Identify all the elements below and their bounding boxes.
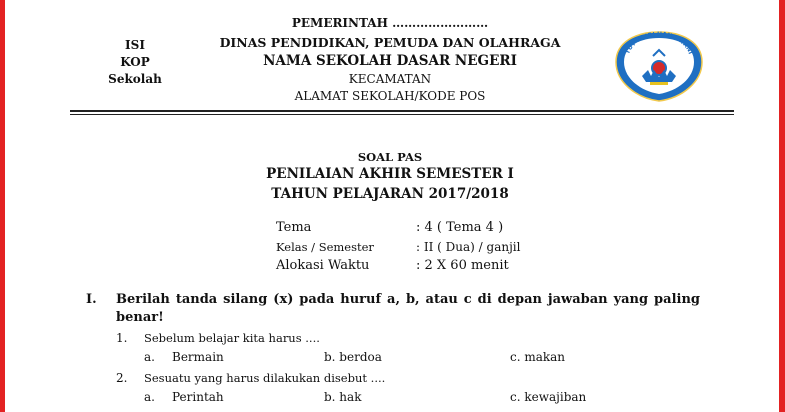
option-a-letter: a. xyxy=(144,350,155,364)
info-value-kelas: : II ( Dua) / ganjil xyxy=(416,240,521,254)
letterhead-rule-thick xyxy=(70,110,734,112)
info-value-tema: : 4 ( Tema 4 ) xyxy=(416,220,504,235)
option-a-text: Perintah xyxy=(172,390,224,404)
section-number: I. xyxy=(86,292,97,307)
page-frame-right xyxy=(779,0,785,412)
info-label-alokasi: Alokasi Waktu xyxy=(276,258,370,273)
kop-left-line2: KOP xyxy=(120,55,150,69)
option-c: c. kewajiban xyxy=(510,390,587,404)
question-text: Sesuatu yang harus dilakukan disebut .... xyxy=(144,371,386,385)
option-a-text: Bermain xyxy=(172,350,224,364)
option-b: b. berdoa xyxy=(324,350,382,364)
doc-title-year: TAHUN PELAJARAN 2017/2018 xyxy=(271,186,509,202)
question-number: 2. xyxy=(116,371,128,385)
doc-title-soal: SOAL PAS xyxy=(357,150,423,164)
info-label-tema: Tema xyxy=(276,220,312,235)
kop-left-line1: ISI xyxy=(125,38,145,52)
tut-wuri-handayani-logo xyxy=(612,30,706,102)
option-a-letter: a. xyxy=(144,390,155,404)
letterhead-school-name: NAMA SEKOLAH DASAR NEGERI xyxy=(263,53,517,69)
section-instruction-cont: benar! xyxy=(116,310,164,325)
option-b: b. hak xyxy=(324,390,362,404)
page-frame-left xyxy=(0,0,5,412)
letterhead-government: PEMERINTAH …………………… xyxy=(291,16,489,30)
question-number: 1. xyxy=(116,331,128,345)
kop-left-line3: Sekolah xyxy=(108,72,162,86)
info-label-kelas: Kelas / Semester xyxy=(276,240,374,254)
letterhead-address: ALAMAT SEKOLAH/KODE POS xyxy=(294,89,486,103)
doc-title-assessment: PENILAIAN AKHIR SEMESTER I xyxy=(266,166,514,182)
svg-text:TUT WURI HANDAYANI: TUT WURI HANDAYANI xyxy=(624,30,694,56)
letterhead-department: DINAS PENDIDIKAN, PEMUDA DAN OLAHRAGA xyxy=(219,35,561,50)
option-c: c. makan xyxy=(510,350,566,364)
letterhead-district: KECAMATAN xyxy=(348,72,432,86)
question-text: Sebelum belajar kita harus .... xyxy=(144,331,320,345)
letterhead-rule-thin xyxy=(70,114,734,115)
section-instruction: Berilah tanda silang (x) pada huruf a, b, atau c di depan jawaban yang paling xyxy=(116,292,700,307)
info-value-alokasi: : 2 X 60 menit xyxy=(416,258,509,273)
